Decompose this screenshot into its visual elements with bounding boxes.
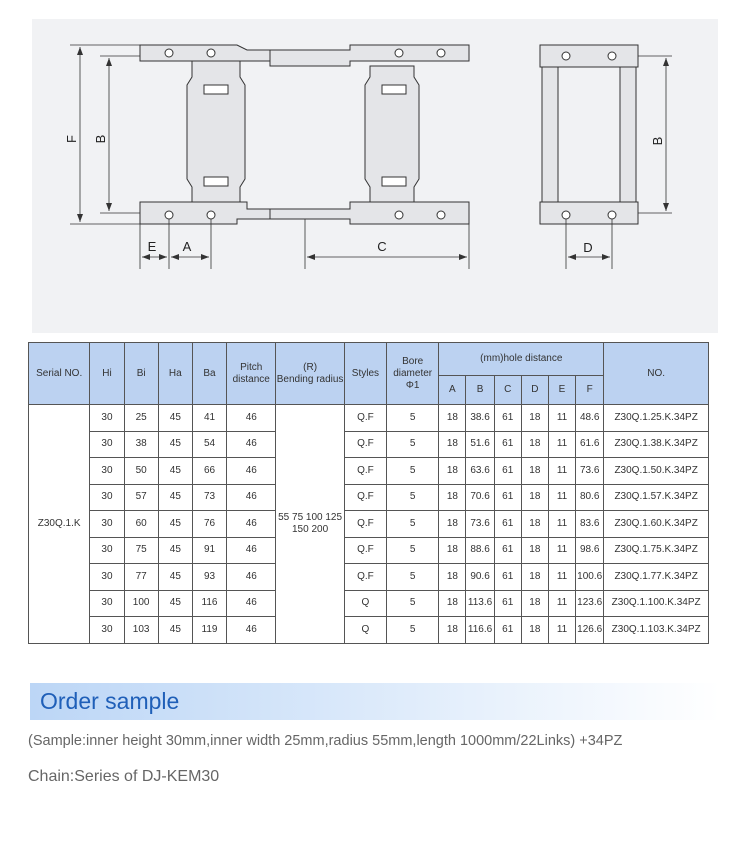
table-cell: 38	[124, 431, 158, 458]
table-row	[29, 405, 709, 432]
cell-bending-radius: 55 75 100 125 150 200	[276, 405, 344, 644]
header-radius-label: Bending radius	[276, 373, 344, 385]
header-bore	[387, 343, 439, 405]
order-sample-banner	[30, 683, 720, 720]
header-a: A	[439, 376, 466, 405]
table-cell: 57	[124, 484, 158, 511]
table-cell: 5	[387, 458, 439, 485]
table-cell: 5	[387, 511, 439, 538]
table-cell: 5	[387, 590, 439, 617]
table-cell: Q.F	[344, 431, 386, 458]
table-cell: Q	[344, 617, 386, 644]
table-cell: 100	[124, 590, 158, 617]
table-cell: 45	[158, 431, 192, 458]
cell-part-number: Z30Q.1.100.K.34PZ	[604, 590, 709, 617]
table-cell: 18	[521, 564, 548, 591]
table-cell: 80.6	[576, 484, 604, 511]
table-row	[29, 564, 709, 591]
table-cell: 30	[90, 537, 124, 564]
table-cell: 18	[521, 511, 548, 538]
table-cell: 30	[90, 458, 124, 485]
table-cell: 45	[158, 590, 192, 617]
table-cell: Q.F	[344, 458, 386, 485]
header-ba: Ba	[192, 343, 226, 405]
table-cell: 61.6	[576, 431, 604, 458]
table-cell: 75	[124, 537, 158, 564]
table-header-row	[29, 343, 709, 376]
table-cell: Q.F	[344, 564, 386, 591]
table-cell: 83.6	[576, 511, 604, 538]
table-cell: 48.6	[576, 405, 604, 432]
table-cell: 18	[521, 405, 548, 432]
header-d: D	[521, 376, 548, 405]
table-cell: 126.6	[576, 617, 604, 644]
table-cell: 5	[387, 484, 439, 511]
table-cell: 11	[548, 458, 575, 485]
table-cell: 73	[192, 484, 226, 511]
table-cell: 46	[227, 405, 276, 432]
header-radius	[276, 343, 344, 405]
table-cell: 11	[548, 590, 575, 617]
table-cell: 18	[439, 564, 466, 591]
table-cell: 77	[124, 564, 158, 591]
table-cell: 11	[548, 431, 575, 458]
table-cell: 46	[227, 431, 276, 458]
cell-serial: Z30Q.1.K	[29, 405, 90, 644]
table-cell: 116.6	[466, 617, 494, 644]
header-bore-label: Bore diameter	[393, 355, 433, 379]
table-cell: 11	[548, 511, 575, 538]
table-cell: 45	[158, 405, 192, 432]
table-cell: 50	[124, 458, 158, 485]
table-cell: 103	[124, 617, 158, 644]
table-cell: 18	[439, 511, 466, 538]
cell-part-number: Z30Q.1.60.K.34PZ	[604, 511, 709, 538]
table-cell: 61	[494, 405, 521, 432]
table-cell: 46	[227, 511, 276, 538]
table-cell: 18	[439, 431, 466, 458]
table-cell: 18	[521, 458, 548, 485]
table-cell: 61	[494, 458, 521, 485]
technical-drawing	[32, 19, 718, 333]
table-cell: 45	[158, 458, 192, 485]
specification-table	[28, 342, 709, 644]
table-cell: 46	[227, 537, 276, 564]
table-row	[29, 617, 709, 644]
table-cell: 18	[439, 484, 466, 511]
table-cell: Q.F	[344, 511, 386, 538]
table-cell: 45	[158, 564, 192, 591]
header-f: F	[576, 376, 604, 405]
header-no: NO.	[604, 343, 709, 405]
cell-part-number: Z30Q.1.57.K.34PZ	[604, 484, 709, 511]
table-cell: 63.6	[466, 458, 494, 485]
table-cell: 60	[124, 511, 158, 538]
header-ha: Ha	[158, 343, 192, 405]
table-cell: 45	[158, 484, 192, 511]
table-cell: 61	[494, 537, 521, 564]
dim-label-b: B	[93, 134, 108, 144]
table-cell: 66	[192, 458, 226, 485]
header-hole-distance: (mm)hole distance	[439, 343, 604, 376]
order-sample-text: (Sample:inner height 30mm,inner width 25mm,radius 55mm,length 1000mm/22Links) +34PZ	[28, 733, 623, 749]
table-cell: 5	[387, 617, 439, 644]
table-cell: 5	[387, 537, 439, 564]
table-cell: 61	[494, 511, 521, 538]
table-cell: 61	[494, 564, 521, 591]
table-cell: 30	[90, 405, 124, 432]
table-cell: Q.F	[344, 537, 386, 564]
header-bore-phi: Φ1	[405, 379, 420, 391]
table-cell: Q	[344, 590, 386, 617]
header-e: E	[548, 376, 575, 405]
table-cell: 93	[192, 564, 226, 591]
table-cell: 45	[158, 537, 192, 564]
header-styles: Styles	[344, 343, 386, 405]
table-cell: 73.6	[466, 511, 494, 538]
table-cell: 61	[494, 617, 521, 644]
cell-part-number: Z30Q.1.38.K.34PZ	[604, 431, 709, 458]
header-hi: Hi	[90, 343, 124, 405]
chain-series-text: Chain:Series of DJ-KEM30	[28, 768, 220, 785]
cell-part-number: Z30Q.1.75.K.34PZ	[604, 537, 709, 564]
table-row	[29, 431, 709, 458]
dim-label-e: E	[147, 239, 157, 254]
table-cell: 30	[90, 617, 124, 644]
table-cell: 88.6	[466, 537, 494, 564]
table-cell: 5	[387, 431, 439, 458]
header-radius-r: (R)	[303, 361, 318, 373]
table-cell: 98.6	[576, 537, 604, 564]
table-cell: 38.6	[466, 405, 494, 432]
header-bi: Bi	[124, 343, 158, 405]
table-cell: 91	[192, 537, 226, 564]
table-cell: 18	[439, 458, 466, 485]
cell-part-number: Z30Q.1.77.K.34PZ	[604, 564, 709, 591]
dim-label-a: A	[182, 239, 192, 254]
dim-label-d: D	[583, 240, 593, 255]
table-cell: 46	[227, 590, 276, 617]
table-cell: 11	[548, 484, 575, 511]
table-cell: 119	[192, 617, 226, 644]
table-cell: 11	[548, 617, 575, 644]
table-cell: 18	[521, 431, 548, 458]
table-row	[29, 590, 709, 617]
table-cell: 5	[387, 564, 439, 591]
table-cell: 18	[521, 617, 548, 644]
table-cell: 25	[124, 405, 158, 432]
table-cell: 18	[439, 405, 466, 432]
table-cell: 11	[548, 537, 575, 564]
header-b: B	[466, 376, 494, 405]
table-cell: 18	[439, 590, 466, 617]
table-cell: 18	[521, 537, 548, 564]
table-cell: 76	[192, 511, 226, 538]
table-row	[29, 484, 709, 511]
cell-part-number: Z30Q.1.50.K.34PZ	[604, 458, 709, 485]
table-cell: 46	[227, 564, 276, 591]
table-cell: 100.6	[576, 564, 604, 591]
table-row	[29, 537, 709, 564]
table-cell: 70.6	[466, 484, 494, 511]
table-cell: 46	[227, 458, 276, 485]
table-cell: 11	[548, 405, 575, 432]
table-cell: 5	[387, 405, 439, 432]
table-cell: 18	[521, 484, 548, 511]
table-cell: 45	[158, 617, 192, 644]
table-cell: 61	[494, 590, 521, 617]
dim-label-f: F	[64, 135, 79, 143]
table-cell: 73.6	[576, 458, 604, 485]
table-cell: 30	[90, 564, 124, 591]
table-cell: 61	[494, 484, 521, 511]
table-cell: 61	[494, 431, 521, 458]
table-cell: 41	[192, 405, 226, 432]
table-cell: 11	[548, 564, 575, 591]
chain-link-diagram	[32, 19, 718, 333]
table-cell: 45	[158, 511, 192, 538]
table-cell: 46	[227, 484, 276, 511]
table-cell: 90.6	[466, 564, 494, 591]
table-cell: 18	[439, 537, 466, 564]
table-cell: 30	[90, 590, 124, 617]
table-cell: 113.6	[466, 590, 494, 617]
table-cell: Q.F	[344, 405, 386, 432]
table-cell: 30	[90, 484, 124, 511]
table-cell: 30	[90, 511, 124, 538]
table-cell: 30	[90, 431, 124, 458]
order-sample-title: Order sample	[40, 688, 180, 714]
dim-label-b-side: B	[650, 136, 665, 146]
table-cell: 54	[192, 431, 226, 458]
header-serial: Serial NO.	[29, 343, 90, 405]
cell-part-number: Z30Q.1.25.K.34PZ	[604, 405, 709, 432]
table-cell: 116	[192, 590, 226, 617]
table-cell: Q.F	[344, 484, 386, 511]
header-pitch: Pitch distance	[227, 343, 276, 405]
table-cell: 18	[439, 617, 466, 644]
table-row	[29, 458, 709, 485]
table-cell: 18	[521, 590, 548, 617]
cell-part-number: Z30Q.1.103.K.34PZ	[604, 617, 709, 644]
table-row	[29, 511, 709, 538]
table-cell: 46	[227, 617, 276, 644]
table-cell: 123.6	[576, 590, 604, 617]
header-c: C	[494, 376, 521, 405]
dim-label-c: C	[377, 239, 387, 254]
table-cell: 51.6	[466, 431, 494, 458]
